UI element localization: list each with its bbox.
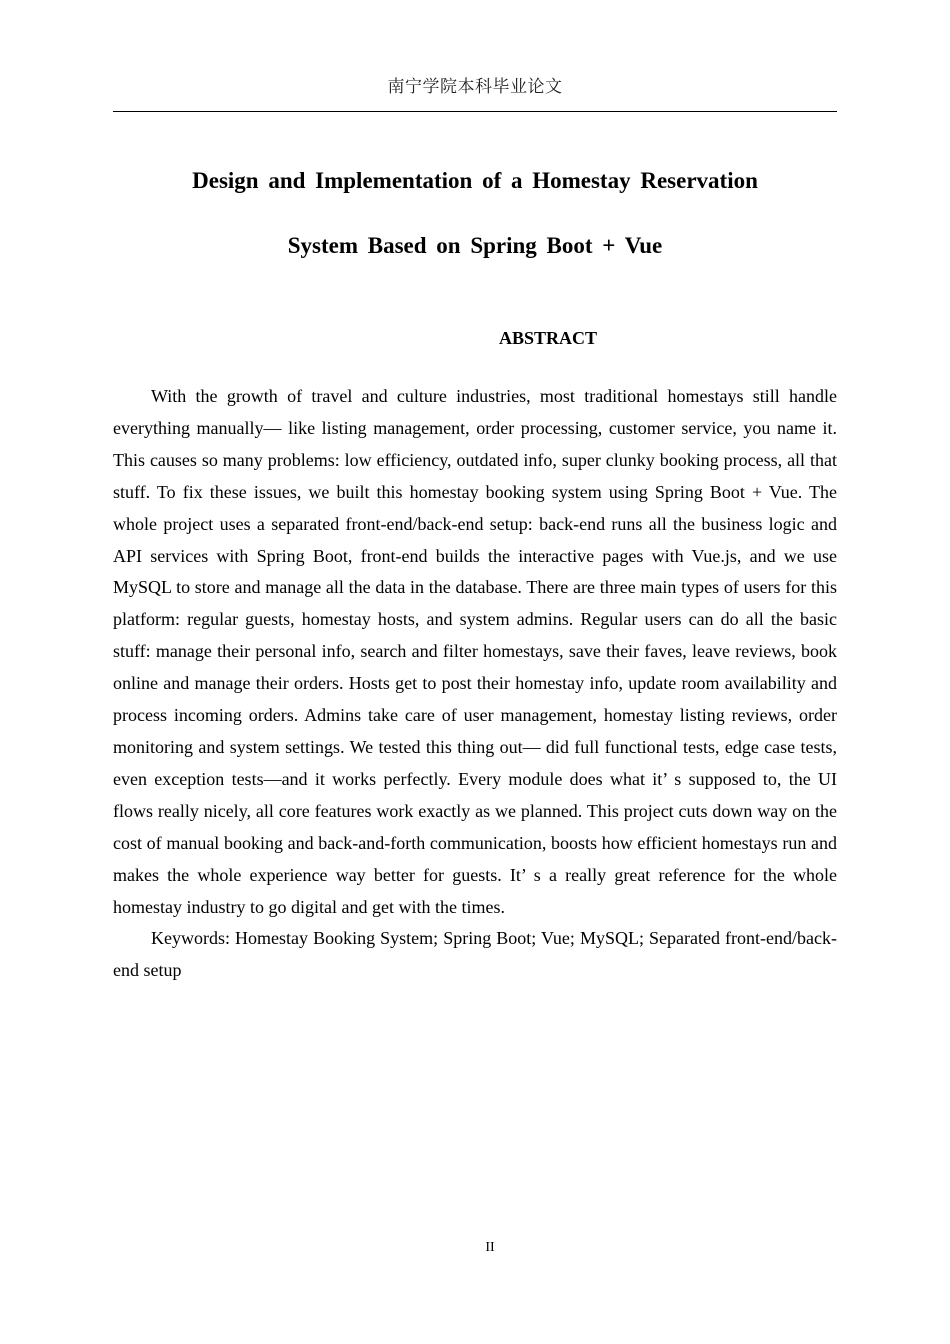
abstract-section [113,381,837,987]
page-header: 南宁学院本科毕业论文 [387,77,563,97]
abstract-paragraph: With the growth of travel and culture industries, most traditional homestays still handle everything manually— like listing management, order processing, customer service, you name it. This causes so many problems: low efficiency, outdated info, super clunky booking process, all that stuff. To fix these issues, we built this homestay booking system using Spring Boot + Vue. The whole project uses a separated front-end/back-end setup: back-end runs all the business logic and API services with Spring Boot, front-end builds the interactive pages with Vue.js, and we use MySQL to store and manage all the data in the database. There are three main types of users for this platform: regular guests, homestay hosts, and system admins. Regular users can do all the basic stuff: manage their personal info, search and filter homestays, save their faves, leave reviews, book online and manage their orders. Hosts get to post their homestay info, update room availability and process incoming orders. Admins take care of user management, homestay listing reviews, order monitoring and system settings. We tested this thing out— did full functional tests, edge case tests, even exception tests—and it works perfectly. Every module does what it’ s supposed to, the UI flows really nicely, all core features work exactly as we planned. This project cuts down way on the cost of manual booking and back-and-forth communication, boosts how efficient homestays run and makes the whole experience way better for guests. It’ s a really great reference for the whole homestay industry to go digital and get with the times. [113,386,837,917]
abstract-heading: ABSTRACT [498,328,598,348]
keywords-paragraph: Keywords: Homestay Booking System; Spring Boot; Vue; MySQL; Separated front-end/back-end setup [113,928,837,981]
thesis-title [113,148,837,278]
title-line-2: System Based on Spring Boot + Vue [287,233,663,258]
page-number: II [485,1240,495,1255]
header-divider [113,111,837,112]
title-line-1: Design and Implementation of a Homestay Reservation [192,168,758,193]
